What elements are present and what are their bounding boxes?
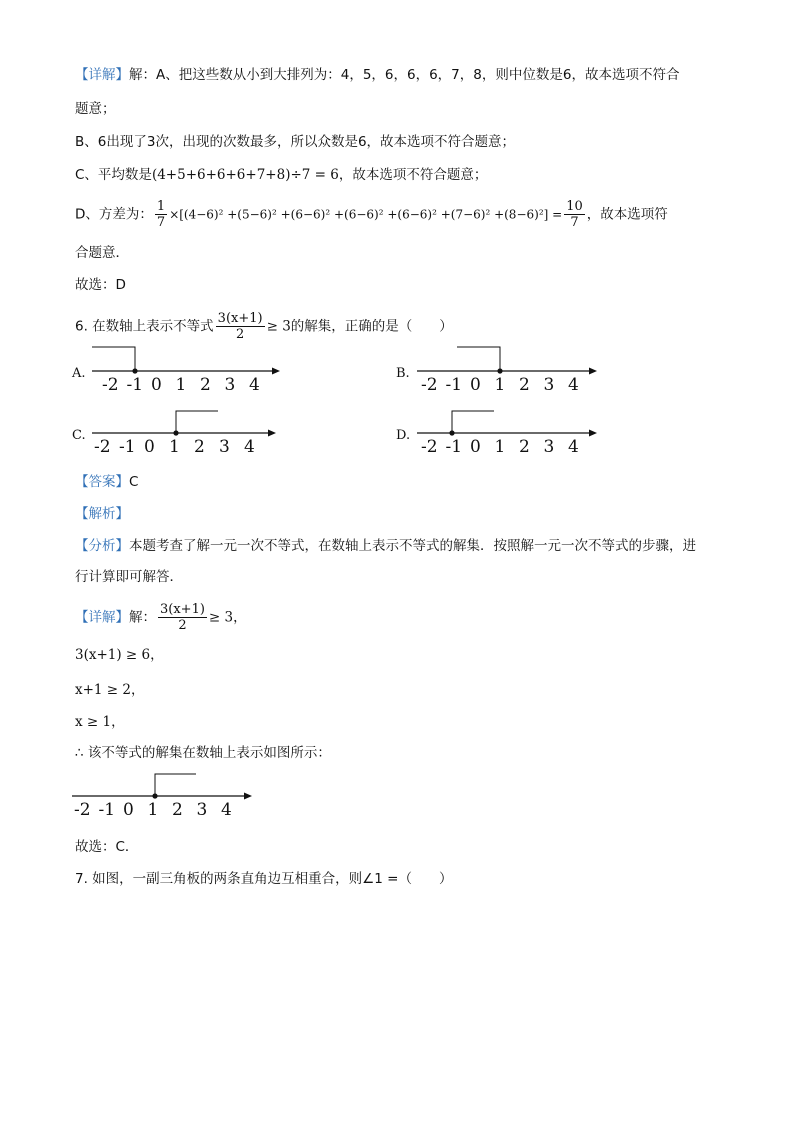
q6-inequality: ≥ 3 [266,318,291,335]
tick-label: -1 [119,437,136,457]
fenxi-text: 本题考查了解一元一次不等式，在数轴上表示不等式的解集．按照解一元一次不等式的步骤，进 [129,538,696,554]
question-6 [75,311,453,342]
detail-line-d [75,199,668,230]
tick-label: 1 [494,375,506,395]
fraction-denominator: 7 [156,215,166,230]
tick-label: 1 [494,437,506,457]
fraction-numerator: 1 [156,199,166,214]
fenxi-label: 【分析】 [75,538,129,554]
answer-value: C [129,474,139,490]
tick-label: 3 [543,375,555,395]
fraction-numerator: 3(x+1) [217,311,263,326]
option-c-label[interactable]: C. [72,428,86,443]
tick-label: 2 [519,375,530,395]
tick-label: -1 [98,800,116,820]
tick-label: 0 [123,800,134,820]
tick-label: -2 [421,437,438,457]
tick-labels [421,375,579,395]
fenxi-line-cont: 行计算即可解答． [75,569,183,585]
tick-labels [74,800,232,820]
tick-label: 2 [200,375,211,395]
tick-label: 2 [519,437,530,457]
fraction-denominator: 2 [235,327,245,342]
line-c-expression: (4+5+6+6+6+7+8)÷7 = 6 [151,167,339,183]
tick-label: 0 [470,375,481,395]
tick-labels [102,375,260,395]
tick-label: -1 [445,375,463,395]
q6-suffix: 的解集，正确的是（ ） [290,318,453,335]
q6-fraction [216,311,265,342]
number-line-option-a[interactable] [92,345,292,395]
tick-label: -2 [74,800,91,820]
tick-label: 0 [151,375,162,395]
tick-label: 3 [543,437,555,457]
fraction-denominator: 7 [570,215,579,230]
answer-line [75,473,138,491]
line-c-prefix: C、平均数是 [75,167,152,183]
fraction-denominator: 2 [178,618,187,633]
tick-labels [94,437,255,457]
detail-line-b: B、6出现了3次，出现的次数最多，所以众数是6，故本选项不符合题意； [75,134,516,150]
tick-label: 4 [249,375,260,395]
tick-label: -1 [126,375,144,395]
line-d-prefix: D、方差为： [75,206,153,223]
option-a-label[interactable]: A. [72,366,86,381]
fraction-numerator: 3(x+1) [160,602,205,617]
tick-label: 0 [144,437,155,457]
detail2-label: 【详解】 [75,609,129,626]
line-d-suffix: ，故本选项符 [586,206,668,223]
tick-label: 4 [568,375,579,395]
analysis-label: 【解析】 [75,506,129,522]
tick-label: 3 [224,375,236,395]
number-line-option-d[interactable] [417,407,617,457]
tick-label: 3 [219,437,230,457]
tick-label: 1 [169,437,180,457]
number-line-option-b[interactable] [417,345,617,395]
answer-label: 【答案】 [75,474,129,490]
detail2-line [75,602,247,633]
tick-label: 4 [221,800,232,820]
tick-label: 4 [244,437,255,457]
step-1: 3(x+1) ≥ 6， [75,647,164,663]
detail-line-a-cont: 题意； [75,101,116,117]
number-line-option-c[interactable] [92,407,292,457]
q6-prefix: 6. 在数轴上表示不等式 [75,318,214,335]
detail-line-a [75,66,679,84]
step-2: x+1 ≥ 2， [75,682,145,698]
tick-label: -2 [94,437,111,457]
variance-fraction-1 [155,199,167,230]
tick-label: -1 [445,437,463,457]
detail-line-c [75,166,487,184]
detail2-inequality: ≥ 3， [208,609,247,626]
detail-line-d-cont: 合题意． [75,245,129,261]
step-3: x ≥ 1， [75,714,125,730]
question-7: 7. 如图，一副三角板的两条直角边互相重合，则∠1 =（ ） [75,871,453,887]
tick-label: 4 [568,437,579,457]
detail2-prefix: 解： [129,609,156,626]
fraction-numerator: 10 [566,199,583,214]
tick-labels [421,437,579,457]
line-c-suffix: ，故本选项不符合题意； [338,167,488,183]
tick-label: 1 [175,375,187,395]
choice-line-1: 故选：D [75,277,126,293]
variance-fraction-2 [564,199,585,230]
choice-line-2: 故选：C． [75,839,139,855]
number-line-solution [72,770,272,820]
fenxi-line [75,537,696,555]
detail2-fraction [158,602,207,633]
option-d-label[interactable]: D. [396,428,411,443]
tick-label: 1 [147,800,159,820]
detail-text-a: 解：A、把这些数从小到大排列为：4，5，6，6，6，7，8，则中位数是6，故本选项不符合 [129,67,680,83]
detail-label: 【详解】 [75,67,129,83]
tick-label: 3 [196,800,208,820]
tick-label: -2 [421,375,438,395]
conclusion-line: ∴ 该不等式的解集在数轴上表示如图所示： [75,745,331,761]
option-b-label[interactable]: B. [396,366,410,381]
tick-label: -2 [102,375,119,395]
tick-label: 2 [194,437,205,457]
tick-label: 2 [172,800,183,820]
tick-label: 0 [470,437,481,457]
variance-expression: ×[(4−6)² +(5−6)² +(6−6)² +(6−6)² +(6−6)² +(7−6)² +(8−6)²] = [169,207,563,222]
